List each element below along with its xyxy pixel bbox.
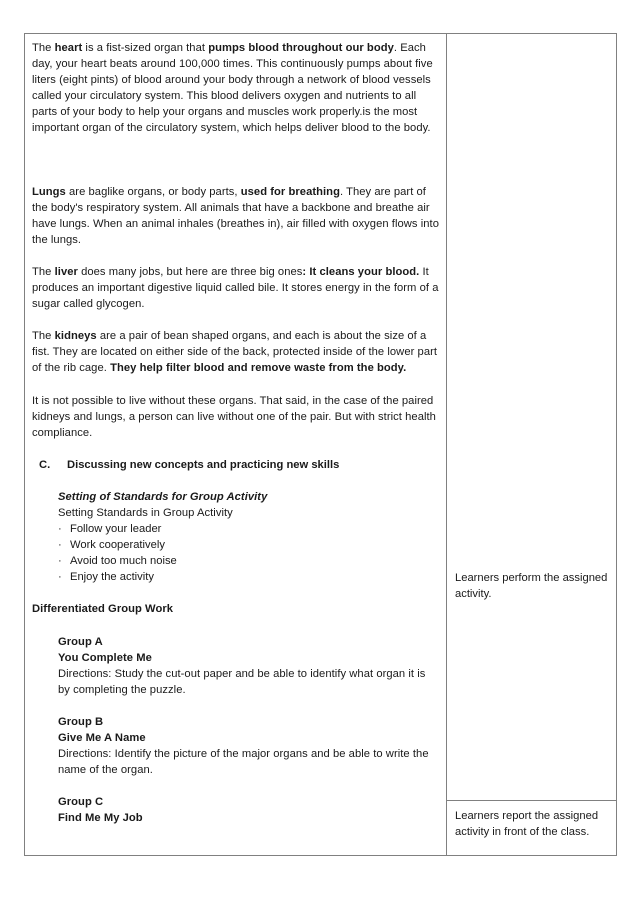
- spacer-between-group-b-c: [32, 778, 439, 794]
- group-c-activity-title: Find Me My Job: [58, 812, 143, 825]
- standards-item-text: Work cooperatively: [70, 539, 165, 552]
- kidneys-function-bold: They help filter blood and remove waste from the body.: [110, 362, 407, 375]
- paragraph-liver: [32, 264, 439, 312]
- group-a-activity-title: You Complete Me: [58, 651, 152, 664]
- heart-function-bold: pumps blood throughout our body: [208, 42, 394, 54]
- paragraph-lungs: [32, 184, 439, 248]
- bullet-dot-icon: ·: [58, 554, 62, 567]
- spacer-before-differentiated: [32, 585, 439, 601]
- standards-heading: Setting of Standards for Group Activity: [58, 490, 268, 503]
- heart-text-1: The: [32, 42, 55, 54]
- spacer-between-group-a-b: [32, 698, 439, 714]
- paragraph-heart: [32, 40, 439, 137]
- standards-block: [32, 489, 439, 586]
- heart-text-3: . Each day, your heart beats around 100,000 times. This continuously pumps about five liters (eight pints) of blood around your body through a network of blood vessels called your circulatory system. This blood delivers oxygen and nutrients to all parts of your body to help your organs and muscles work properly.is the most important organ of the circulatory system, which helps deliver blood to the body.: [32, 42, 433, 135]
- liver-text-3: It produces an important digestive liquid called bile. It stores energy in the form of a sugar called glycogen.: [32, 265, 439, 311]
- lesson-content-column: [25, 34, 447, 855]
- spacer-after-liver: [32, 312, 439, 328]
- teacher-note-cell-1: [447, 34, 616, 800]
- list-item: [58, 553, 439, 569]
- heart-text-2: is a fist-sized organ that: [82, 42, 209, 54]
- bullet-dot-icon: ·: [58, 570, 62, 583]
- teacher-note-1: Learners perform the assigned activity.: [455, 572, 608, 601]
- liver-term-bold: liver: [54, 265, 78, 278]
- paragraph-closing: It is not possible to live without these organs. That said, in the case of the paired kidneys and lungs, a person can live without one of the pair. But with strict health compliance.: [32, 394, 436, 439]
- paragraph-kidneys: [32, 328, 439, 376]
- group-b-directions: Directions: Identify the picture of the major organs and be able to write the name of the organ.: [58, 748, 429, 777]
- teacher-note-2: Learners report the assigned activity in front of the class.: [455, 810, 599, 839]
- lungs-term-bold: Lungs: [32, 185, 66, 198]
- lungs-text-2: . They are part of the body's respiratory system. All animals that have a backbone and breathe air have lungs. When an animal inhales (breathes in), air filled with oxygen flows into the lungs.: [32, 185, 439, 246]
- list-item: [58, 569, 439, 585]
- group-b-name: Group B: [58, 715, 104, 728]
- bullet-dot-icon: ·: [58, 538, 62, 551]
- section-c-title: Discussing new concepts and practicing new skills: [67, 458, 340, 471]
- section-c-heading: [32, 457, 439, 473]
- group-a-directions: Directions: Study the cut-out paper and be able to identify what organ it is by completing the puzzle.: [58, 667, 426, 696]
- group-b-activity-title: Give Me A Name: [58, 732, 146, 744]
- kidneys-term-bold: kidneys: [54, 330, 97, 343]
- standards-list: [58, 521, 439, 585]
- liver-text-2: does many jobs, but here are three big ones: [77, 265, 303, 278]
- lungs-text-1: are baglike organs, or body parts,: [65, 185, 241, 198]
- group-a-block: [32, 634, 439, 698]
- section-c-marker: C.: [39, 458, 51, 471]
- standards-item-text: Follow your leader: [70, 523, 162, 536]
- group-c-block: [32, 794, 439, 826]
- standards-subheading: Setting Standards in Group Activity: [58, 506, 233, 519]
- group-b-block: [32, 714, 439, 778]
- liver-text-1: The: [32, 265, 55, 278]
- list-item: [58, 521, 439, 537]
- spacer-after-heart: [32, 137, 439, 184]
- kidneys-text-2: are a pair of bean shaped organs, and each is about the size of a fist. They are located on either side of the back, protected inside of the lower part of the rib cage.: [32, 330, 438, 375]
- spacer-after-differentiated-heading: [32, 618, 439, 634]
- teacher-notes-column: [447, 34, 616, 855]
- note-1-top-spacer: [455, 41, 608, 570]
- spacer-after-kidneys: [32, 377, 439, 393]
- kidneys-text-1: The: [32, 330, 55, 343]
- liver-function-bold: : It cleans your blood.: [302, 265, 420, 278]
- group-a-name: Group A: [58, 635, 103, 648]
- spacer-after-section-c: [32, 473, 439, 489]
- heart-term-bold: heart: [54, 42, 83, 54]
- lungs-function-bold: used for breathing: [240, 185, 340, 198]
- differentiated-heading: Differentiated Group Work: [32, 603, 174, 616]
- list-item: [58, 537, 439, 553]
- group-c-name: Group C: [58, 796, 104, 809]
- bullet-dot-icon: ·: [58, 522, 62, 535]
- teacher-note-cell-2: [447, 800, 616, 855]
- standards-item-text: Avoid too much noise: [70, 555, 177, 568]
- lesson-plan-table: [24, 33, 617, 856]
- spacer-after-lungs: [32, 248, 439, 264]
- standards-item-text: Enjoy the activity: [70, 571, 154, 584]
- spacer-after-closing: [32, 441, 439, 457]
